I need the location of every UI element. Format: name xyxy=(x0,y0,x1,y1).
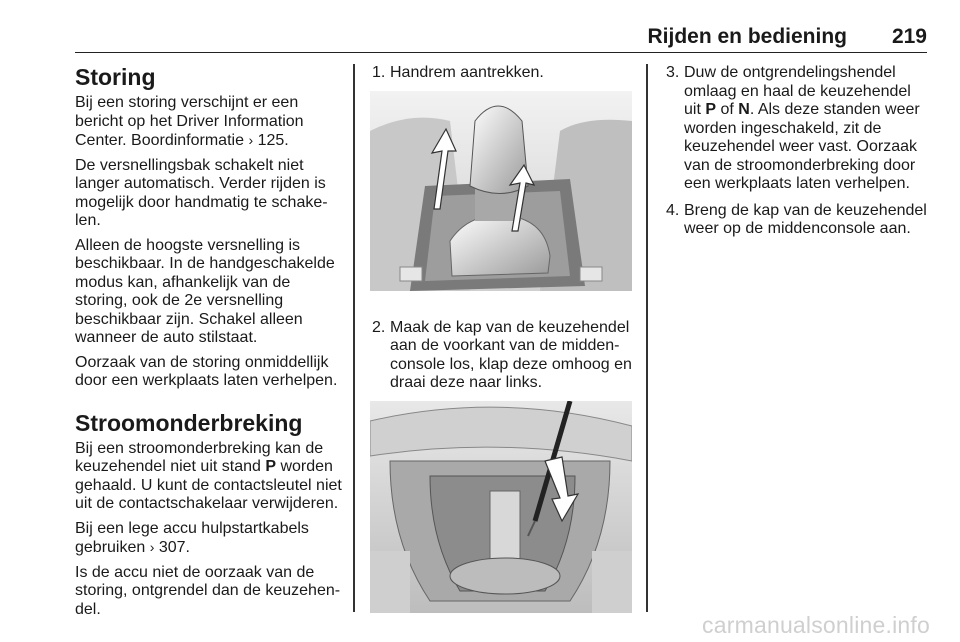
step-1 xyxy=(368,64,633,83)
step-number: 1. xyxy=(372,64,386,81)
paragraph-storing-1: Bij een storing verschijnt er een bericht op het Driver Information Center. Boordinformatie › 125. xyxy=(75,94,304,149)
watermark: carmanualsonline.info xyxy=(702,612,930,638)
gear-position-p: P xyxy=(705,101,717,118)
gear-position-p: P xyxy=(265,458,277,475)
step-4 xyxy=(662,202,928,239)
reference-arrow-icon: › xyxy=(248,132,254,148)
console-cover-drawing xyxy=(370,401,632,613)
column-left xyxy=(75,64,345,625)
column-middle xyxy=(368,64,633,613)
heading-stroomonderbreking: Stroomonderbreking xyxy=(75,409,303,436)
gear-position-n: N xyxy=(738,101,750,118)
paragraph-stroom-2: Bij een lege accu hulpstartkabels gebruiken › 307. xyxy=(75,519,309,556)
reference-arrow-icon: › xyxy=(149,539,155,555)
step-text: Handrem aantrekken. xyxy=(390,64,544,81)
paragraph-storing-3: Alleen de hoogste versnelling is beschikbaar. In de handgeschakelde modus kan, afhankelijk van de storing, ook de 2e versnelling beschikbaar zijn. Schakel alleen wanneer de auto stilstaat. xyxy=(75,236,335,346)
page-header xyxy=(75,22,927,53)
step-number: 2. xyxy=(372,318,386,336)
column-divider-1 xyxy=(353,64,355,612)
illustration-gear-lever xyxy=(370,91,632,291)
page-number: 219 xyxy=(891,25,927,48)
column-right xyxy=(662,64,928,247)
paragraph-storing-4: Oorzaak van de storing onmiddellijk door een werkplaats laten verhelpen. xyxy=(75,353,338,389)
paragraph-storing-2: De versnellingsbak schakelt niet langer automatisch. Verder rijden is mogelijk door handmatig te schake-len. xyxy=(75,156,328,229)
page-reference[interactable]: 125. xyxy=(257,132,289,149)
step-text: Breng de kap van de keuzehendel weer op de middenconsole aan. xyxy=(684,201,927,237)
step-text: Maak de kap van de keuzehendel aan de voorkant van de midden-console los, klap deze omhoog en draai deze naar links. xyxy=(390,318,632,391)
gear-lever-drawing xyxy=(370,91,632,291)
paragraph-stroom-1: Bij een stroomonderbreking kan de keuzehendel niet uit stand P worden gehaald. U kunt de contactsleutel niet uit de contactschakelaar verwijderen. xyxy=(75,439,342,512)
illustration-console-cover xyxy=(370,401,632,613)
column-divider-2 xyxy=(646,64,648,612)
step-number: 3. xyxy=(666,64,680,81)
step-number: 4. xyxy=(666,201,680,219)
step-3: 3. Duw de ontgrendelingshendel omlaag en haal de keuzehendel uit P of N. Als deze standen weer worden ingeschakeld, zit de keuzehendel weer vast. Oorzaak van de stroomonderbreking door een werkplaats laten verhelpen. xyxy=(666,64,920,192)
section-title: Rijden en bediening xyxy=(647,25,847,48)
step-2 xyxy=(368,319,633,393)
heading-storing: Storing xyxy=(75,64,156,90)
paragraph-stroom-3: Is de accu niet de oorzaak van de storing, ontgrendel dan de keuzehen-del. xyxy=(75,563,341,618)
page-reference[interactable]: 307. xyxy=(158,539,190,556)
